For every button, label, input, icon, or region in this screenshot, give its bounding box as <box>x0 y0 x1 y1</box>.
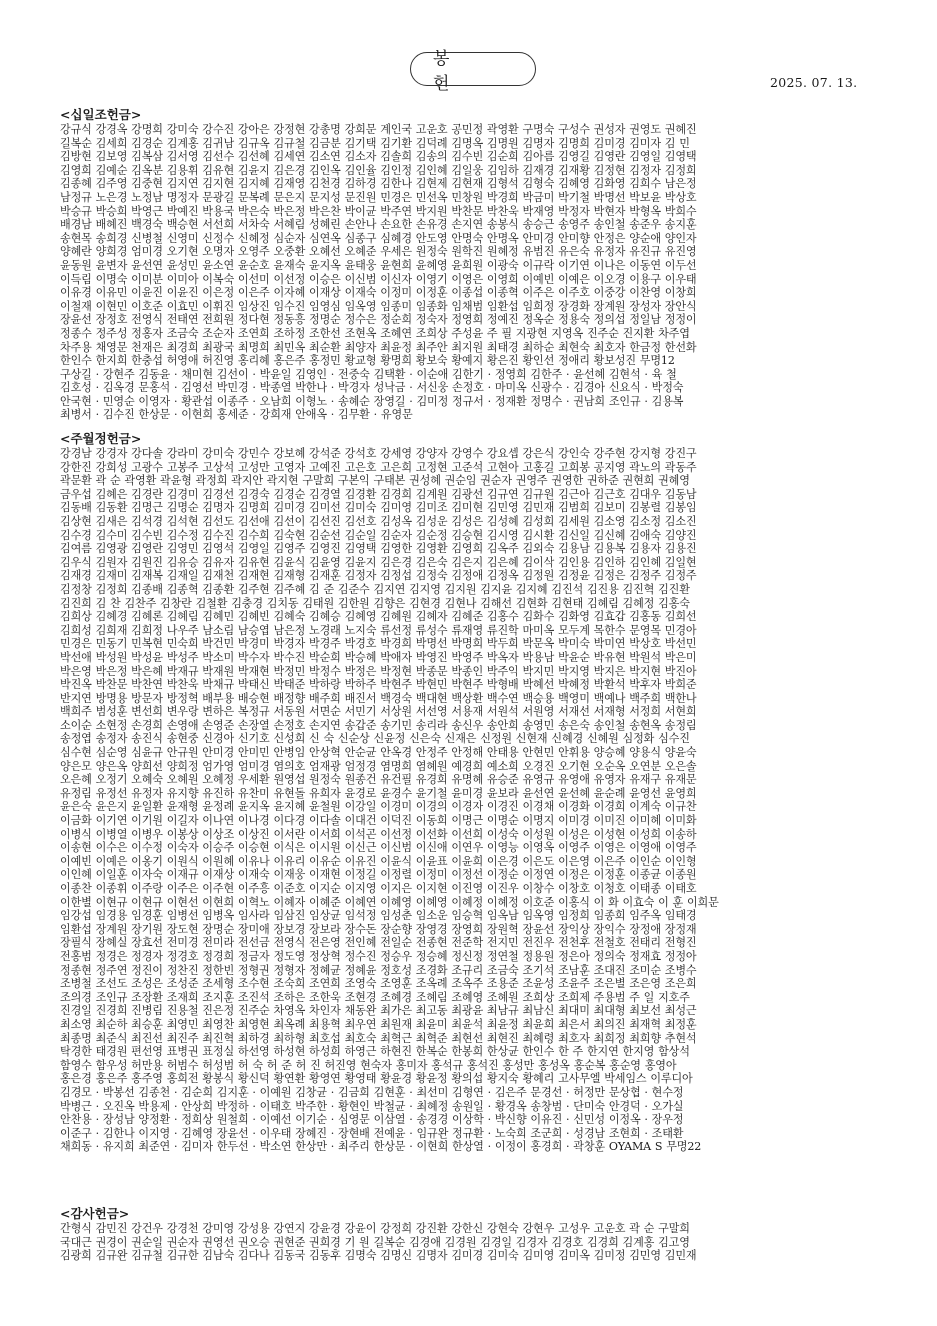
donor-line: 이예빈 이예은 이옹기 이원식 이원혜 이유나 이유리 이유순 이유진 이윤식 이윤표 이윤희 이은경 이은도 이은영 이은주 이인순 이인형 <box>60 854 697 868</box>
donor-line: 이한별 이현규 이현규 이현선 이현희 이혁노 이혜자 이혜준 이혜연 이혜영 이혜영 이혜정 이혜정 이호준 이홍식 이 화 이효숙 이 훈 이희문 <box>60 895 719 909</box>
donor-line: 김재경 김재미 김재복 김재일 김재천 김재현 김재형 김재훈 김정자 김정섭 김정숙 김정애 김정옥 김정원 김정윤 김정은 김정주 김정주 <box>60 569 697 583</box>
donor-line: 소이순 소현정 손경희 손영애 손영준 손장열 손정호 손지연 송갑준 송기민 송리라 송신우 송안희 송영민 송은숙 송인철 송현옥 송정림 <box>60 718 697 732</box>
section-heading: <십일조헌금> <box>60 107 142 122</box>
donor-list <box>60 1222 878 1263</box>
donor-line: 이철재 이현민 이호준 이효민 이휘진 임상진 임수진 임영심 임옥영 임종미 임종화 임채범 임환섭 임희정 장경화 장계원 장성자 장안식 <box>60 299 697 313</box>
donor-line: 김동배 김동환 김명근 김명순 김명자 김명희 김미경 김미선 김미숙 김미영 김미조 김미현 김민영 김민재 김범희 김보미 김봉렬 김봉임 <box>60 501 697 515</box>
donor-list <box>60 123 878 422</box>
donor-line: 김여름 김영광 김영란 김영민 김영석 김영일 김영주 김영진 김영택 김영한 김영환 김영희 김옥주 김외숙 김용남 김용복 김용자 김용진 <box>60 542 697 556</box>
donor-line: 최병서 · 김수진 한상문 · 이현희 홍세준 · 강희재 안애옥 · 김무환 · 유영문 <box>60 408 413 422</box>
donor-line: 장필식 장혜실 장효선 전미경 전미라 전선금 전영식 전은영 전인혜 전일순 전종현 전준학 전지민 전진우 전천후 전철호 전태리 전형진 <box>60 936 697 950</box>
donor-line: 한인수 한지희 한충섭 허영애 허진영 홍리혜 홍은주 홍정민 황교형 황명희 황보숙 황예지 황은진 황인선 정애리 황보성진 무명12 <box>60 354 675 368</box>
donor-line: 최소영 최순하 최승훈 최영민 최영찬 최영현 최옥례 최용혁 최우연 최원재 최윤미 최윤석 최윤정 최윤희 최은서 최의진 최재혁 최정훈 <box>60 1017 697 1031</box>
donor-line: 김희상 김혜경 김혜론 김혜림 김혜민 김혜빈 김혜숙 김혜승 김혜영 김혜원 김혜자 김혜준 김홍수 김화수 김화영 김효갑 김홍동 김희선 <box>60 610 697 624</box>
donor-line: 김진희 김 찬 김찬주 김창란 김철환 김충경 김치동 김태원 김한원 김향은 김현경 김현나 김해선 김현화 김현태 김혜림 김혜정 김홍숙 <box>60 596 690 610</box>
donor-line: 송정엽 송정자 송진식 송현중 신경아 신기호 신성희 신 숙 신순상 신윤정 신은숙 신재은 신정원 신현재 신혜경 신혜원 심정화 심수진 <box>60 732 690 746</box>
donor-line: 박은영 박은정 박은혜 박재규 박재원 박재현 박정민 박정수 박정은 박정현 박종문 박종인 박주익 박지민 박지영 박지은 박지현 박진아 <box>60 664 697 678</box>
donor-line: 김정창 김정희 김종배 김종혁 김종환 김주현 김주혜 김 준 김준수 김지연 김지영 김지원 김지윤 김지혜 김진석 김진용 김진혁 김진환 <box>60 582 690 596</box>
donor-line: 양혜란 양희경 엄미경 오기현 오명자 오영주 오중환 오혜선 오혜준 우세은 원정숙 원학진 원혜정 유범진 유은숙 유정자 유진규 유진영 <box>60 245 697 259</box>
donor-line: 백희주 범성훈 변선희 변우랑 변하은 복정규 서동원 서면순 서민기 서상원 서선영 서용재 서원석 서원영 서재선 서재형 서정희 서현희 <box>60 705 697 719</box>
donor-line: 김호성 · 김옥경 문홍석 · 김영선 박민경 · 박종열 박한나 · 박경자 성낙금 · 서신웅 손정호 · 마미옥 신광수 · 김경아 신요식 · 박정숙 <box>60 381 684 395</box>
donor-line: 이인혜 이일훈 이자숙 이재규 이재상 이재숙 이재웅 이재현 이정길 이정렬 이정미 이정선 이정순 이정연 이정은 이정훈 이종균 이종원 <box>60 868 697 882</box>
donor-line: 박선애 박성원 박성윤 박성주 박소미 박수자 박수진 박순희 박승혜 박애자 박영진 박영주 박옥자 박용남 박윤순 박유현 박원석 박은미 <box>60 650 697 664</box>
donor-line: 김경모 · 박봉선 김종천 · 김순희 김지훈 · 이예원 김창균 · 김금희 김현훈 · 최선미 김형연 · 김은주 문경선 · 허정만 문상협 · 현수정 <box>60 1085 684 1099</box>
donor-line: 길복순 김세희 김경순 김계홍 김귀남 김규옥 김규철 김금분 김기택 김기환 김덕례 김명옥 김명원 김명자 김명희 김미경 김미자 김 민 <box>60 136 690 150</box>
donor-line: 이병식 이병열 이병우 이봉상 이상조 이상진 이서란 이서희 이석곤 이선정 이선화 이선희 이성숙 이성원 이성은 이성현 이성희 이송하 <box>60 827 697 841</box>
section-heading: <주월정헌금> <box>60 431 142 446</box>
donor-line: 전홍범 정경은 정경자 정경호 정경희 정금자 정도영 정상혁 정수진 정승우 정승혜 정신정 정연철 정용원 정은아 정의숙 정재효 정정아 <box>60 949 697 963</box>
donor-line: 정종수 정주성 정홍자 조금숙 조순자 조연희 조하정 조한선 조현옥 조혜연 조희상 주성윤 주 필 지광현 지영옥 진주순 진지환 차주엽 <box>60 326 690 340</box>
bulletin-date: 2025. 07. 13. <box>770 75 858 90</box>
donor-line: 임강섭 임경용 임경훈 임병선 임병옥 임사라 임삼진 임상균 임석정 임성춘 임소운 임승혁 임옥남 임옥영 임정희 임종희 임주옥 임태경 <box>60 909 697 923</box>
donor-line: 이금화 이기연 이기원 이길자 이나연 이나경 이다경 이다솔 이대건 이덕진 이동희 이명근 이명순 이명지 이미경 이미진 이미혜 이미화 <box>60 814 697 828</box>
donor-line: 최종명 최준식 최진선 최진주 최진혁 최하경 최하형 최호섭 최호숙 최혁근 최혁준 최현선 최현진 최혜령 최호자 최희정 최희향 추현석 <box>60 1031 697 1045</box>
donor-line: 박진옥 박찬문 박찬연 박찬욱 박채규 박태신 박태준 박하랑 박하주 박현주 박현민 박현주 박형배 박혜선 박혜정 박환석 박후자 박희준 <box>60 678 697 692</box>
donor-line: 임환섭 장계원 장기원 장도현 장명순 장미애 장보경 장보라 장수돈 장순향 장영경 장영희 장원혁 장윤선 장익상 장익수 장정애 장정재 <box>60 922 697 936</box>
donor-line: 남정규 노은경 노정남 명정자 문광길 문복례 문은지 문지성 문진원 민경은 민선옥 민창원 박경희 박금미 박기철 박명선 박보윤 박상호 <box>60 190 697 204</box>
donor-line: 김상현 김새은 김석경 김석현 김선도 김선애 김선이 김선진 김선호 김성옥 김성운 김성은 김성혜 김성희 김세원 김소영 김소정 김소진 <box>60 514 697 528</box>
donor-line: 윤동원 윤변자 윤선연 윤성민 윤소연 윤순호 윤재숙 윤지옥 윤태웅 윤현희 윤혜영 윤희원 이광숙 이규락 이기연 이나은 이동연 이두선 <box>60 258 697 272</box>
section-heading: <감사헌금> <box>60 1206 130 1221</box>
donor-line: 강경남 강경자 강다솔 강라미 강미숙 강민수 강보혜 강석준 강석호 강세영 강양자 강영수 강요셉 강은식 강인숙 강주현 강지형 강진구 <box>60 447 697 460</box>
donor-line: 이준구 · 김한나 이지영 · 김혜영 장윤선 · 이우태 장혜진 · 장현배 전예윤 · 임규완 정규환 · 노숙희 조군희 · 성경남 조현희 · 조태환 <box>60 1126 684 1140</box>
donor-line: 윤은숙 윤은지 윤일환 윤재형 윤정례 윤지옥 윤지혜 윤철원 이강일 이경미 이경의 이경자 이경진 이경채 이경화 이경희 이계숙 이규찬 <box>60 800 697 814</box>
donor-line: 강규식 강경옥 강명희 강미숙 강수진 강아은 강정현 강총명 강희문 계인국 고운호 공민정 곽영환 구명숙 구성수 권성자 권영도 권혜진 <box>60 123 697 136</box>
donor-line: 조의경 조인규 조장환 조재희 조지훈 조진석 조하은 조한욱 조현경 조혜경 조혜림 조혜영 조혜원 조희상 조희제 주용범 주 일 지호주 <box>60 990 690 1004</box>
donor-line: 조병철 조선도 조성은 조성준 조세형 조수현 조숙희 조연희 조영숙 조영훈 조옥례 조옥주 조용준 조윤성 조윤주 조은별 조은영 조은희 <box>60 977 697 991</box>
donor-line: 김희성 김희재 김희정 나우주 남소림 남승엽 남은정 노경래 노지숙 류선정 류성수 류재영 류진학 마미옥 모두계 목한수 문영목 민경아 <box>60 623 697 637</box>
donor-line: 탁경한 태경원 편선영 표병권 표정실 하선영 하성현 하성희 하영근 하현진 한복순 한봉희 한상균 한인수 한 주 한지연 한지영 함상석 <box>60 1045 690 1059</box>
donor-line: 정종현 정주연 정진이 정찬진 정한빈 정형권 정형자 정혜균 정혜윤 정호성 조경화 조규리 조금숙 조기석 조남훈 조대진 조미순 조병수 <box>60 963 697 977</box>
donor-line: 오은혜 오정기 오혜숙 오혜원 오혜정 우세환 원영섭 원정숙 원종건 유건필 유경희 유명혜 유승준 유영규 유영애 유영자 유재구 유재문 <box>60 773 697 787</box>
donor-line: 심수현 심순영 심윤규 안규원 안미경 안미민 안병임 안상혁 안순균 안옥경 안정주 안정해 안태용 안현민 안휘용 양승혜 양용식 양윤숙 <box>60 746 697 760</box>
donor-list <box>60 447 878 1154</box>
donor-line: 김수경 김수미 김수빈 김수정 김수진 김수희 김숙현 김순선 김순일 김순자 김순정 김승현 김시영 김시환 김신일 김신혜 김애숙 김양진 <box>60 528 697 542</box>
donor-line: 이유경 이유민 이윤진 이윤진 이은정 이은주 이자혜 이재상 이재숙 이정미 이정훈 이종섭 이종혁 이주은 이주호 이중강 이찬영 이창희 <box>60 286 697 300</box>
donor-line: 박승규 박승희 박영근 박예진 박용국 박은숙 박은정 박은찬 박이균 박주연 박지원 박찬문 박찬욱 박재영 박정자 박현자 박형옥 박희수 <box>60 204 697 218</box>
donor-line: 장윤선 장정호 전영식 전태연 전희원 정다현 정동흥 정명순 정수은 정순희 정숙자 정영희 정예진 정옥순 정용숙 정의섭 정일남 정정이 <box>60 313 697 327</box>
donor-line: 송현목 송희경 신병철 신영미 신정수 신혜정 심순자 심연옥 심종구 심혜경 안도영 안명숙 안명옥 안미경 안미향 안정은 양순애 양인자 <box>60 231 697 245</box>
monthly-offering-section <box>60 431 878 1154</box>
donor-line: 김광희 김규완 김규철 김규한 김남숙 김다나 김동국 김동후 김명숙 김명신 김명자 김미경 김미숙 김미영 김미옥 김미정 김민영 김민재 <box>60 1249 697 1263</box>
donor-line: 강한진 강희성 고광수 고봉주 고상석 고성만 고영자 고예진 고은호 고은희 고정현 고준석 고현아 고홍길 고희봉 공지영 곽노의 곽동주 <box>60 460 697 474</box>
donor-line: 금우섭 김혜은 김경란 김경미 김경선 김경숙 김경순 김경열 김경환 김경희 김계원 김광선 김규연 김규원 김근아 김근호 김대우 김동남 <box>60 487 697 501</box>
tithe-offering-section <box>60 107 878 422</box>
donor-line: 간형식 감민진 강건우 강경천 강미영 강성용 강연지 강윤경 강윤이 강정희 강진환 강한신 강현숙 강현우 고성우 고운호 곽 순 구말희 <box>60 1222 690 1235</box>
donor-line: 김우식 김원자 김원진 김유승 김유자 김유현 김윤식 김윤영 김윤지 김은경 김은숙 김은지 김은혜 김이삭 김인용 김인하 김인혜 김일현 <box>60 555 697 569</box>
donor-line: 김방현 김보영 김복삼 김서영 김선수 김선혜 김세연 김소연 김소자 김솔희 김송의 김수빈 김순희 김아름 김영길 김영란 김영일 김영택 <box>60 150 697 164</box>
donor-line: 양은모 양은옥 양희선 양희정 엄가영 엄미경 염의호 엄재광 엄정경 염명희 염혜원 예경희 예소희 오경진 오기현 오순옥 오연분 오은솔 <box>60 759 697 773</box>
donor-line: 이송현 이수은 이수정 이숙자 이승주 이승현 이식은 이시원 이신근 이신범 이신애 이연우 이영능 이영옥 이영주 이영은 이영애 이영주 <box>60 841 697 855</box>
donor-line: 이득림 이명숙 이미분 이미아 이복숙 이선미 이선정 이승은 이신범 이신자 이영기 이영은 이영희 이예빈 이예은 이오경 이용구 이우태 <box>60 272 697 286</box>
donor-line: 김영희 김예순 김옥분 김용휘 김유현 김윤지 김은경 김인옥 김인율 김인정 김인혜 김일웅 김임하 김재경 김재황 김정현 김정자 김정희 <box>60 163 697 177</box>
donor-line: 안국현 · 민영순 이영자 · 황관섭 이종주 · 오남희 이형노 · 송혜순 장영길 · 김미정 정규서 · 정재환 정명수 · 권남희 조인규 · 김용복 <box>60 394 684 408</box>
donor-line: 박병근 · 오진옥 박용제 · 안상희 박정하 · 이태호 박주한 · 황현인 박철균 · 최혜정 송원일 · 황경옥 송창범 · 단미숙 안경덕 · 오가실 <box>60 1099 684 1113</box>
donor-line: 차주용 채영문 천재은 최경희 최광국 최명희 최민옥 최순환 최양자 최윤정 최주안 최지원 최태경 최하순 최현숙 최호자 한금정 한선화 <box>60 340 697 354</box>
donor-line: 채희동 · 유지희 최준연 · 김미자 한두선 · 박소연 한상만 · 최주리 한상문 · 이현희 한상열 · 이정이 홍경희 · 곽창훈 OYAMA S 무명22 <box>60 1140 702 1154</box>
donor-line: 함영수 함우성 허만용 허범수 허성범 허 숙 허 준 허 진 허진영 현숙자 홍미자 홍석규 홍석진 홍성만 홍성옥 홍순복 홍순영 홍영아 <box>60 1058 677 1072</box>
donor-line: 곽문환 곽 순 곽영환 곽윤형 곽정희 곽지안 곽지현 구말희 구본익 구태본 권성혜 권순임 권순자 권영주 권영한 권하준 권현희 권혜영 <box>60 474 690 488</box>
donor-line: 이종찬 이종휘 이주랑 이주은 이주현 이주흥 이준호 이지순 이지영 이지은 이지현 이진영 이진우 이창수 이창호 이청호 이태종 이태호 <box>60 882 697 895</box>
thanksgiving-offering-section <box>60 1206 878 1263</box>
donor-line: 진경일 진경희 진병림 진용철 진은정 진주순 차영옥 차인자 채동완 최가은 최고동 최광윤 최남규 최남신 최대미 최대형 최보선 최성근 <box>60 1004 697 1018</box>
donor-line: 배경남 배혜진 백경숙 백승현 서선희 서차숙 서혜림 성혜린 손안나 손요한 손유경 손지연 송봉식 송승근 송영주 송인철 송준우 송지훈 <box>60 218 697 232</box>
donor-line: 안찬용 · 장성남 양정환 · 정희상 원철희 · 이예선 이기순 · 심영문 이삼열 · 송경경 이상학 · 박신향 이유진 · 신민성 이정옥 · 장우정 <box>60 1113 684 1127</box>
donor-line: 홍은경 홍은주 홍주영 홍희전 황봉식 황신덕 황연환 황영연 황영태 황윤경 황윤정 황의섭 황지숙 황혜리 고사무엘 박세임스 이루디아 <box>60 1072 693 1086</box>
page-title: 봉 헌 <box>410 52 536 86</box>
donor-line: 구상길 · 강현주 김동윤 · 채미현 김선이 · 박윤일 김영인 · 전중숙 김택환 · 이순애 김한기 · 정영희 김한주 · 윤선혜 김현석 · 육 철 <box>60 367 677 381</box>
donor-line: 민경은 민동기 민복현 민숙희 박건민 박경미 박경자 박경주 박경호 박경희 박명선 박명희 박두희 박문옥 박미숙 박미연 박상호 박선민 <box>60 637 697 651</box>
donor-line: 반지연 방명용 방문자 방정혁 배부용 배승현 배정향 배주희 배진서 백경숙 백대현 백상환 백수연 백승용 백영미 백예나 백주희 백한나 <box>60 691 697 705</box>
donor-line: 유정림 유정선 유정자 유지향 유진하 유찬미 유현돌 유희자 윤경로 윤경수 윤기철 윤미경 윤보라 윤선연 윤선혜 윤순례 윤영선 윤영희 <box>60 786 697 800</box>
donor-line: 김종혜 김주영 김중현 김지연 김지현 김지혜 김재영 김천경 김하경 김한나 김현제 김현재 김형석 김형숙 김혜영 김화영 김희수 남은정 <box>60 177 697 191</box>
donor-line: 국대근 권경이 권순일 권순자 권영선 권오승 권현준 권희경 기 원 길복순 김경애 김경원 김경일 김경자 김경호 김경희 김계홍 김고영 <box>60 1235 690 1249</box>
